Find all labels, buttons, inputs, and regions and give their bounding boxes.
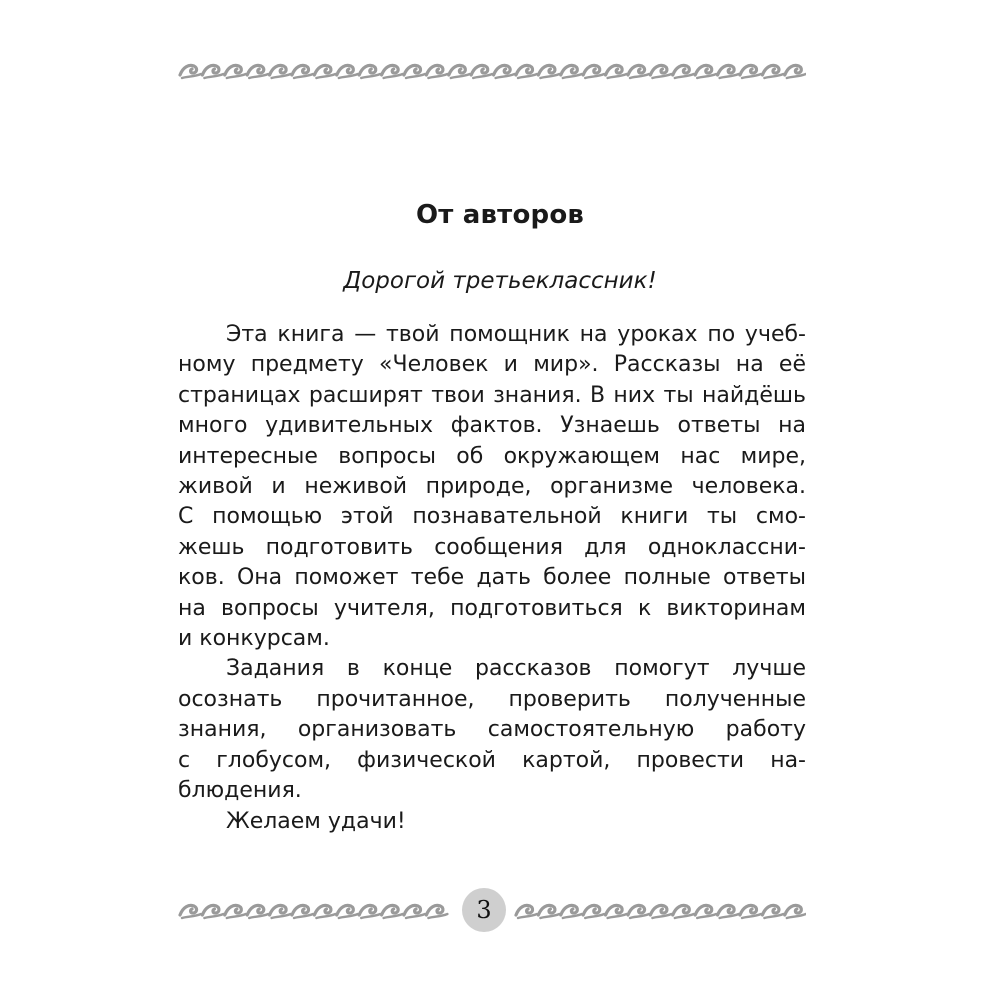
wave-scroll-icon — [494, 65, 515, 78]
text-line: блюдения. — [178, 778, 302, 804]
text-line: страницах расширят твои знания. В них ты найдёшь — [178, 382, 806, 408]
wave-scroll-icon — [740, 905, 761, 918]
wave-scroll-icon — [695, 905, 716, 918]
wave-scroll-icon — [718, 905, 739, 918]
wave-scroll-icon — [538, 905, 559, 918]
wave-scroll-icon — [673, 65, 694, 78]
wave-scroll-icon — [628, 65, 649, 78]
wave-scroll-icon — [606, 905, 627, 918]
wave-scroll-icon — [404, 905, 425, 918]
wave-scroll-icon — [180, 905, 201, 918]
wave-scroll-icon — [695, 65, 716, 78]
wave-scroll-icon — [583, 905, 604, 918]
wave-scroll-icon — [202, 905, 223, 918]
text-line: Желаем удачи! — [226, 808, 406, 834]
wave-scroll-icon — [270, 65, 291, 78]
wave-scroll-icon — [382, 65, 403, 78]
text-line: живой и неживой природе, организме человека. — [178, 474, 806, 500]
text-line: ному предмету «Человек и мир». Рассказы на её — [178, 352, 806, 378]
text-line: знания, организовать самостоятельную работу — [178, 717, 806, 743]
wave-scroll-icon — [404, 65, 425, 78]
wave-scroll-icon — [426, 65, 447, 78]
text-line: на вопросы учителя, подготовиться к викторинам — [178, 595, 806, 621]
page-number: 3 — [462, 888, 506, 932]
text-line: С помощью этой познавательной книги ты смо- — [178, 504, 806, 530]
wave-scroll-icon — [650, 65, 671, 78]
top-wave-ornament-icon — [178, 58, 806, 84]
wave-scroll-icon — [337, 905, 358, 918]
wave-scroll-icon — [538, 65, 559, 78]
wave-scroll-icon — [202, 65, 223, 78]
page-title: От авторов — [415, 200, 585, 230]
wave-scroll-icon — [359, 905, 380, 918]
body-text — [178, 320, 806, 837]
wave-scroll-icon — [426, 905, 447, 918]
wave-scroll-icon — [270, 905, 291, 918]
text-line: с глобусом, физической картой, провести на- — [178, 747, 806, 773]
text-line: Эта книга — твой помощник на уроках по учеб- — [226, 322, 806, 347]
wave-scroll-icon — [718, 65, 739, 78]
wave-scroll-icon — [740, 65, 761, 78]
wave-scroll-icon — [292, 905, 313, 918]
wave-scroll-icon — [650, 905, 671, 918]
wave-scroll-icon — [247, 65, 268, 78]
text-line: ков. Она поможет тебе дать более полные ответы — [178, 565, 806, 591]
wave-scroll-icon — [606, 65, 627, 78]
wave-scroll-icon — [382, 905, 403, 918]
wave-scroll-icon — [785, 905, 806, 918]
wave-scroll-icon — [762, 65, 783, 78]
paragraph-tasks — [178, 654, 806, 806]
wave-scroll-icon — [180, 65, 201, 78]
wave-scroll-icon — [762, 905, 783, 918]
wave-scroll-icon — [359, 65, 380, 78]
wave-scroll-icon — [314, 905, 335, 918]
wave-scroll-icon — [673, 905, 694, 918]
text-line: много удивительных фактов. Узнаешь ответы на — [178, 413, 806, 439]
wave-scroll-icon — [225, 905, 246, 918]
wave-scroll-icon — [225, 65, 246, 78]
text-line: интересные вопросы об окружающем нас мире, — [178, 443, 806, 469]
wave-scroll-icon — [561, 65, 582, 78]
paragraph-wish — [178, 807, 806, 837]
wave-scroll-icon — [516, 905, 537, 918]
paragraph-intro — [178, 320, 806, 654]
text-line: и конкурсам. — [178, 626, 330, 652]
wave-scroll-icon — [449, 65, 470, 78]
wave-scroll-icon — [561, 905, 582, 918]
wave-scroll-icon — [628, 905, 649, 918]
wave-scroll-icon — [314, 65, 335, 78]
wave-scroll-icon — [516, 65, 537, 78]
wave-scroll-icon — [292, 65, 313, 78]
wave-scroll-icon — [471, 65, 492, 78]
greeting: Дорогой третьеклассник! — [343, 268, 657, 294]
wave-scroll-icon — [583, 65, 604, 78]
text-line: Задания в конце рассказов помогут лучше — [226, 656, 806, 682]
text-line: жешь подготовить сообщения для одноклассни- — [178, 534, 806, 560]
wave-scroll-icon — [247, 905, 268, 918]
text-line: осознать прочитанное, проверить полученные — [178, 686, 806, 712]
wave-scroll-icon — [337, 65, 358, 78]
wave-scroll-icon — [785, 65, 806, 78]
